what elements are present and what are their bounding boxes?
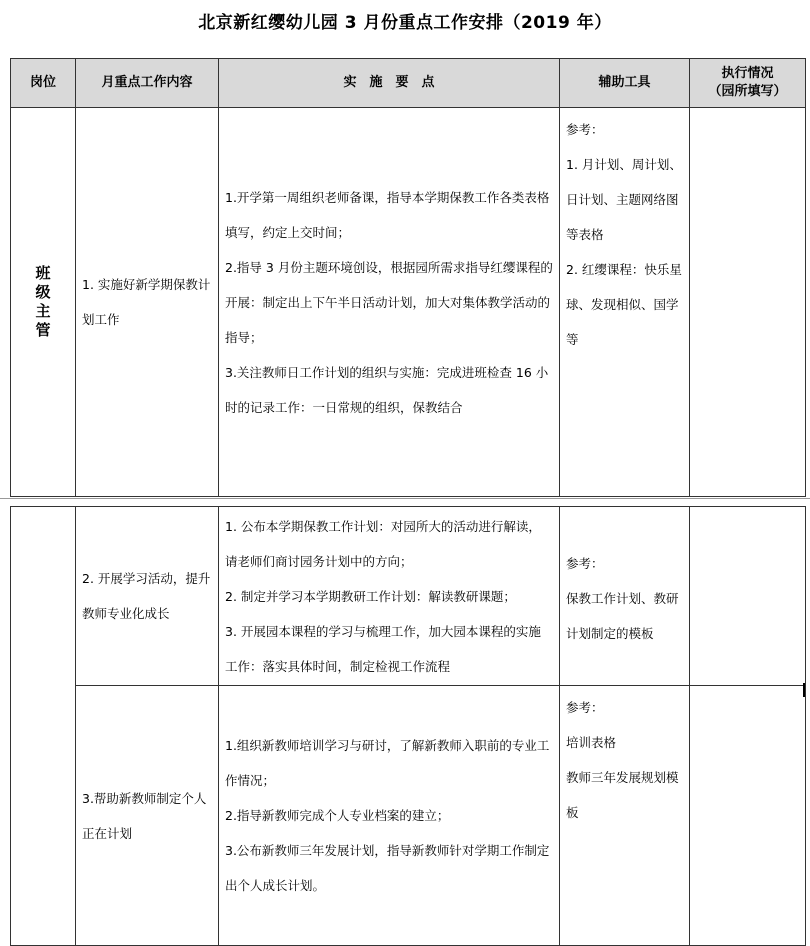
point-item: 2. 制定并学习本学期教研工作计划：解读教研课题； [225,588,516,604]
tool-item: 培训表格 [566,735,617,750]
schedule-table-continued [10,506,806,946]
point-item: 3. 开展园本课程的学习与梳理工作，加大园本课程的实施工作：落实具体时间，制定检视工作流程 [225,623,541,674]
task-text: 2. 开展学习活动，提升教师专业化成长 [82,571,211,621]
position-cell [11,108,76,497]
tool-item: 2. 红缨课程：快乐星球、发现相似、国学等 [566,262,682,347]
points-cell [219,507,560,686]
header-row [11,59,806,108]
table-row [11,108,806,497]
execution-cell [690,108,806,497]
position-cell-empty [11,507,76,946]
tools-cell [560,108,690,497]
task-cell [76,686,219,946]
table-row [11,507,806,686]
task-text: 1. 实施好新学期保教计划工作 [82,277,211,327]
schedule-table [10,58,806,497]
tool-item: 保教工作计划、教研计划制定的模板 [566,590,679,641]
point-item: 2.指导 3 月份主题环境创设，根据园所需求指导红缨课程的开展：制定出上下午半日活动计划，加大对集体教学活动的指导； [225,259,553,345]
tool-item: 1. 月计划、周计划、日计划、主题网络图等表格 [566,157,682,242]
cursor-mark [803,683,805,697]
point-item: 1.组织新教师培训学习与研讨，了解新教师入职前的专业工作情况； [225,738,550,788]
point-item: 2.指导新教师完成个人专业档案的建立； [225,808,450,823]
execution-cell [690,686,806,946]
header-position: 岗位 [11,59,76,108]
header-execution-line2: （园所填写） [708,84,787,99]
page-title: 北京新红缨幼儿园 3 月份重点工作安排（2019 年） [198,13,612,33]
tool-item: 参考： [566,122,604,137]
task-text: 3.帮助新教师制定个人正在计划 [82,790,207,841]
header-execution-line1: 执行情况 [721,66,774,81]
header-monthly-content: 月重点工作内容 [76,59,219,108]
task-cell [76,108,219,497]
tools-cell [560,686,690,946]
point-item: 1.开学第一周组织老师备课，指导本学期保教工作各类表格填写，约定上交时间； [225,189,550,240]
tool-item: 参考： [566,555,604,571]
points-cell [219,108,560,497]
header-tools: 辅助工具 [560,59,690,108]
tools-cell [560,507,690,686]
task-cell [76,507,219,686]
point-item: 3.关注教师日工作计划的组织与实施：完成进班检查 16 小时的记录工作：一日常规的组织，保教结合 [225,364,549,415]
tool-item: 参考： [566,700,604,715]
table-row [11,686,806,946]
execution-cell [690,507,806,686]
tool-item: 教师三年发展规划模板 [566,770,679,820]
header-execution [690,59,806,108]
point-item: 1. 公布本学期保教工作计划：对园所大的活动进行解读，请老师们商讨园务计划中的方向； [225,518,541,569]
points-cell [219,686,560,946]
header-points: 实 施 要 点 [219,59,560,108]
point-item: 3.公布新教师三年发展计划，指导新教师针对学期工作制定出个人成长计划。 [225,843,550,893]
position-label: 班级主管 [35,264,51,339]
page-break-line [0,498,810,499]
